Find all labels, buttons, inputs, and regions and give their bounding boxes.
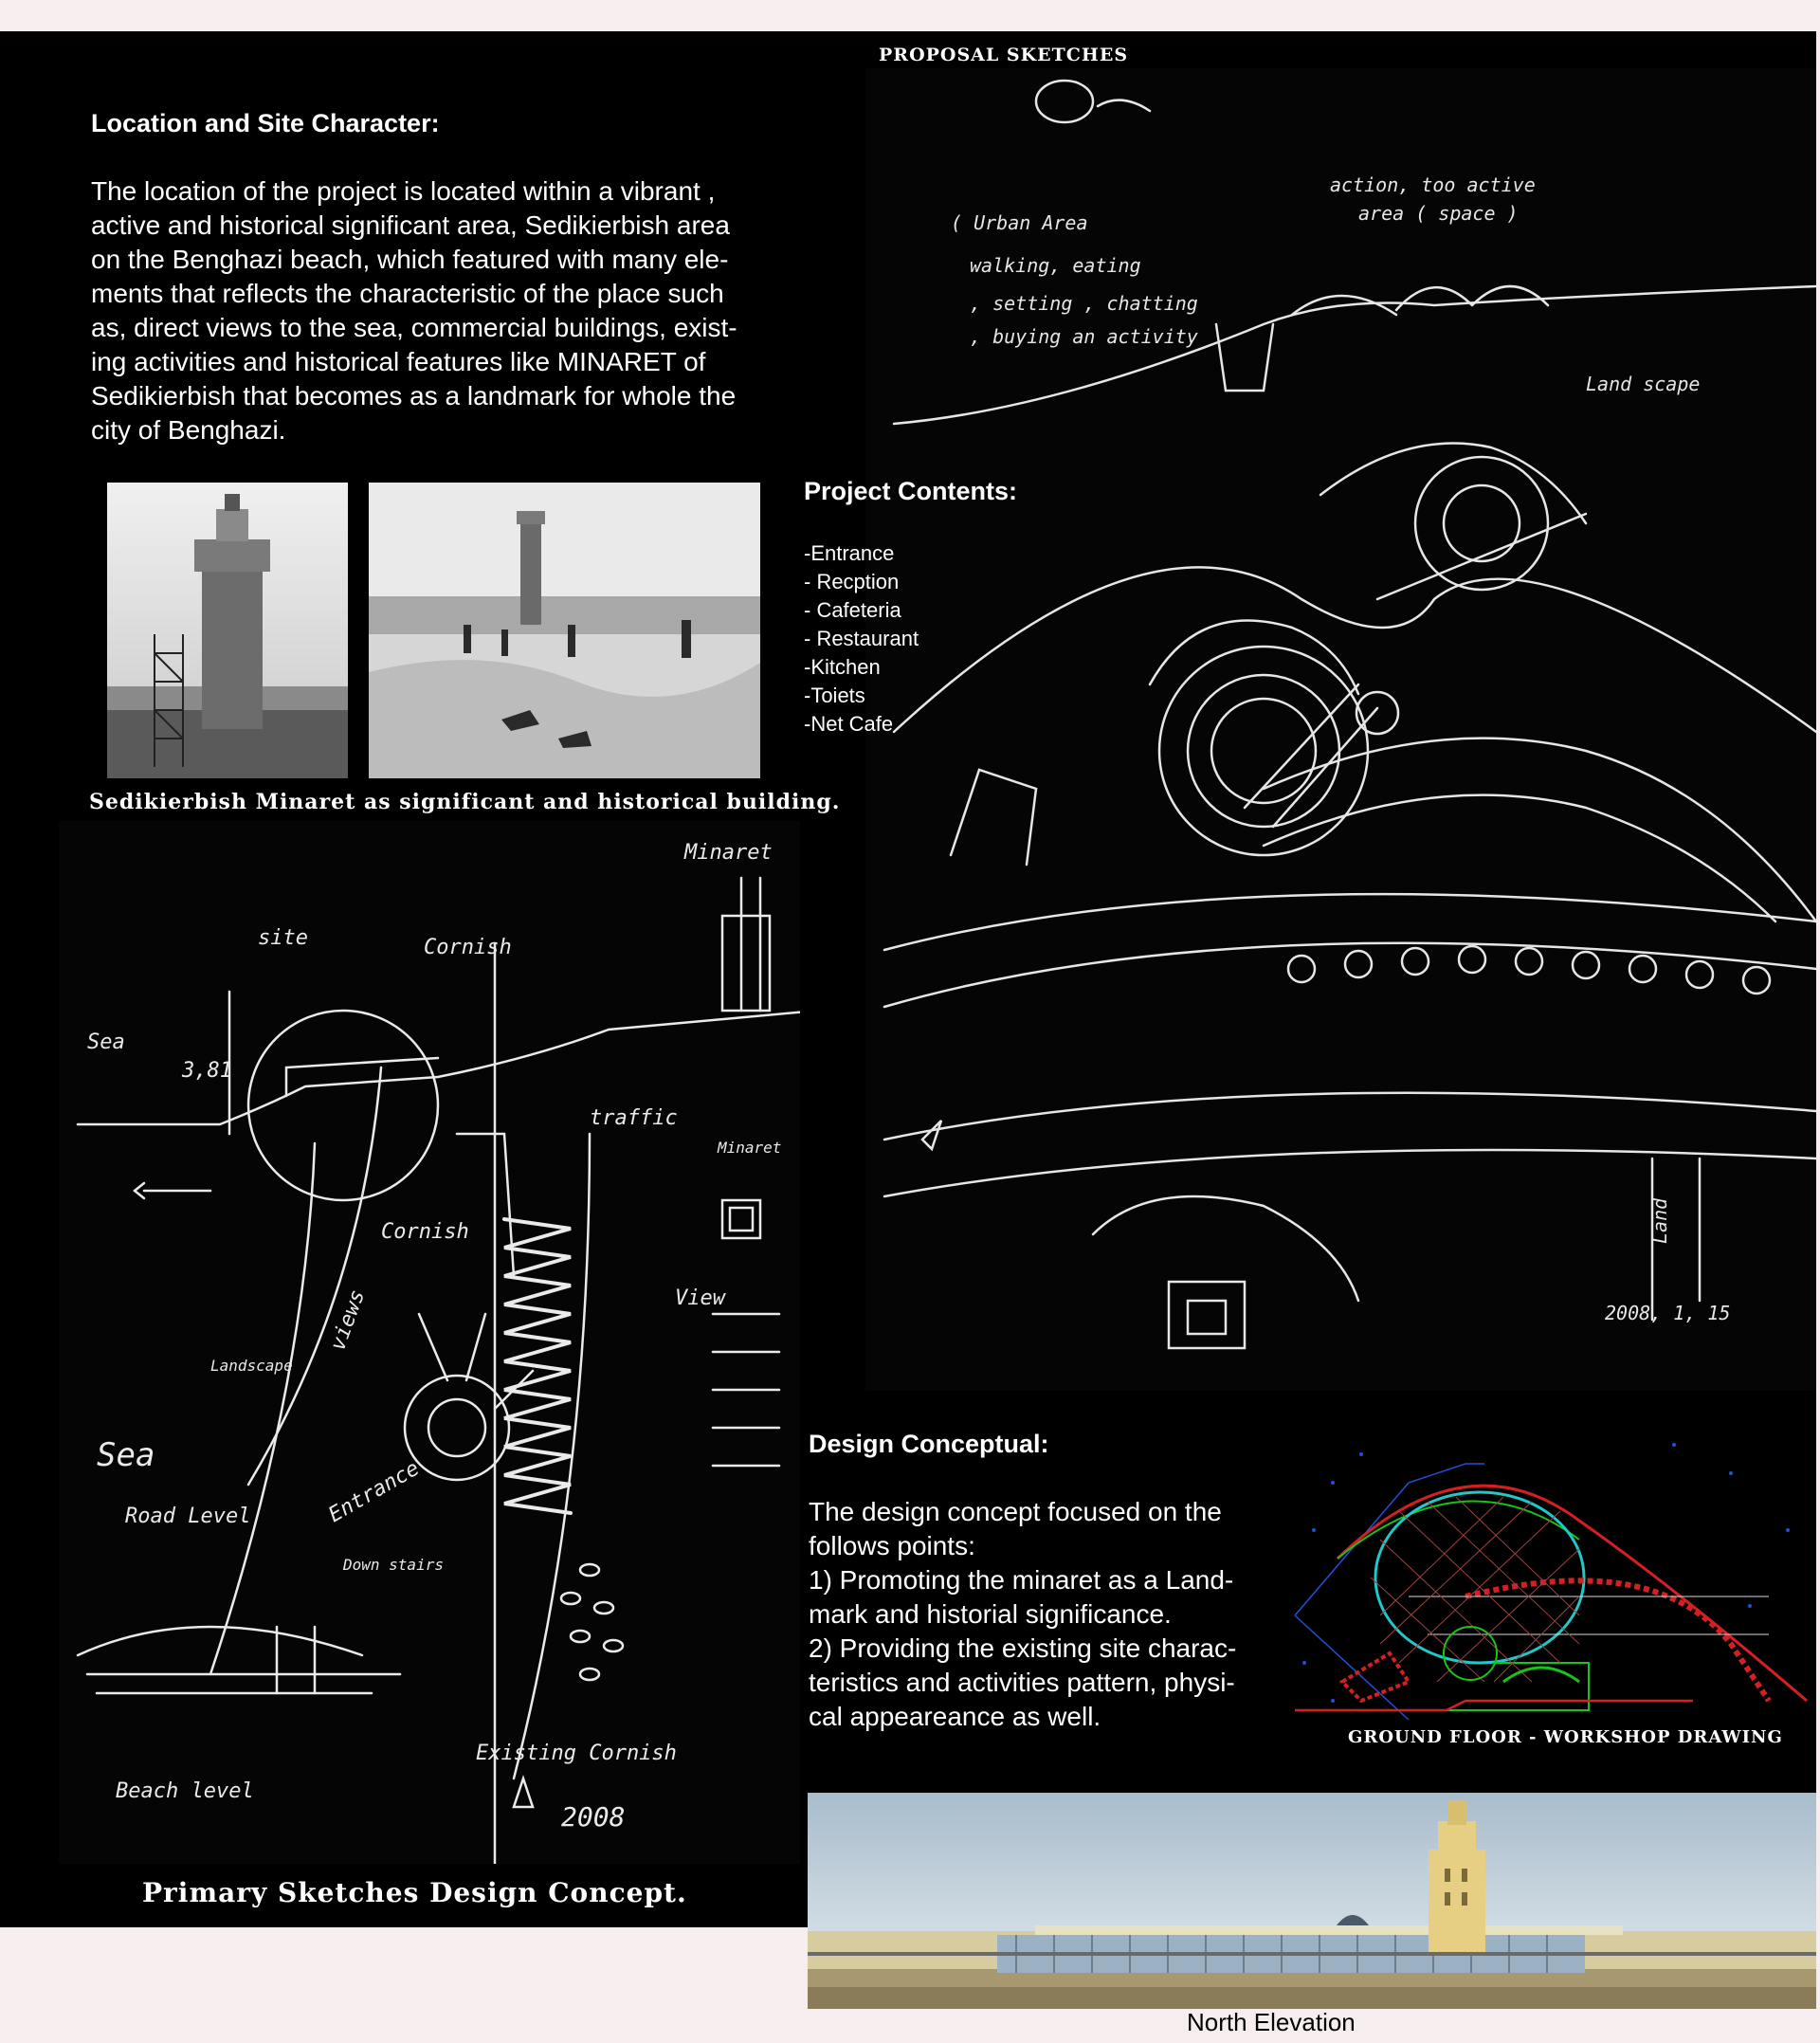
proposal-sketch (865, 68, 1816, 1391)
design-heading: Design Conceptual: (809, 1430, 1049, 1458)
annotation-sea-large: Sea (97, 1436, 155, 1474)
photos-caption: Sedikierbish Minaret as significant and historical building. (89, 790, 841, 814)
contents-item-net-cafe: -Net Cafe (804, 712, 894, 736)
contents-list (804, 539, 919, 739)
annotation-area: area ( space ) (1358, 202, 1519, 225)
annotation-traffic: traffic (590, 1106, 678, 1130)
primary-sketch (59, 821, 800, 1864)
proposal-title: PROPOSAL SKETCHES (879, 45, 1129, 65)
elevation-caption: North Elevation (1187, 2008, 1356, 2036)
contents-item-cafeteria: - Cafeteria (804, 598, 901, 622)
ground-floor-drawing (1276, 1416, 1816, 1731)
contents-item-kitchen: -Kitchen (804, 655, 881, 679)
annotation-cornish-lower: Cornish (381, 1220, 469, 1244)
location-body: The location of the project is located within a vibrant , active and historical significant area, Sedikierbish area on the Benghazi beach, which featured with many ele- ments that reflects the characteristic of the place such as, direct views to the sea, commercial buildings, exist- ing activities and historical features like MINARET of Sedikierbish that becomes as a landmark for whole the city of Benghazi. (91, 176, 737, 445)
annotation-views: views (326, 1286, 371, 1355)
location-heading: Location and Site Character: (91, 109, 440, 137)
annotation-view: View (675, 1286, 725, 1310)
minaret-photo-site (369, 483, 760, 778)
annotation-landscape: Landscape (210, 1357, 293, 1375)
annotation-road-level: Road Level (125, 1505, 251, 1528)
annotation-beach-level: Beach level (116, 1779, 254, 1803)
annotation-date: 2008, 1, 15 (1605, 1302, 1731, 1324)
north-elevation-render (808, 1793, 1816, 2009)
contents-item-toilets: -Toiets (804, 684, 865, 707)
contents-item-entrance: -Entrance (804, 541, 895, 565)
annotation-down-stairs: Down stairs (343, 1556, 444, 1574)
annotation-cornish: Cornish (424, 936, 512, 959)
annotation-height: 3,81 (182, 1059, 232, 1083)
annotation-existing-cornish: Existing Cornish (476, 1742, 677, 1765)
annotation-urban: ( Urban Area (951, 211, 1088, 234)
annotation-landscape: Land scape (1586, 373, 1701, 395)
annotation-setting: , setting , chatting (970, 292, 1198, 315)
contents-heading: Project Contents: (804, 477, 1018, 505)
annotation-buying: , buying an activity (970, 325, 1198, 348)
ground-floor-caption: GROUND FLOOR - WORKSHOP DRAWING (1348, 1727, 1783, 1747)
primary-caption: Primary Sketches Design Concept. (142, 1877, 687, 1908)
annotation-site: site (258, 926, 308, 950)
contents-item-restaurant: - Restaurant (804, 627, 919, 650)
minaret-photo-scaffolding (107, 483, 348, 778)
annotation-land: Land (1648, 1197, 1671, 1244)
annotation-minaret: Minaret (684, 841, 773, 865)
annotation-minaret-lower: Minaret (718, 1139, 782, 1157)
design-body: The design concept focused on the follows points: 1) Promoting the minaret as a Land- mark and historial significance. 2) Providing the existing site charac- teristics and activities pattern, physi- cal appeareance as well. (809, 1497, 1237, 1731)
annotation-action: action, too active (1330, 173, 1536, 196)
annotation-date: 2008 (561, 1801, 626, 1833)
contents-item-reception: - Recption (804, 570, 900, 593)
annotation-sea: Sea (87, 1031, 125, 1054)
annotation-walking: walking, eating (970, 254, 1141, 277)
annotation-entrance: Entrance (324, 1456, 424, 1528)
